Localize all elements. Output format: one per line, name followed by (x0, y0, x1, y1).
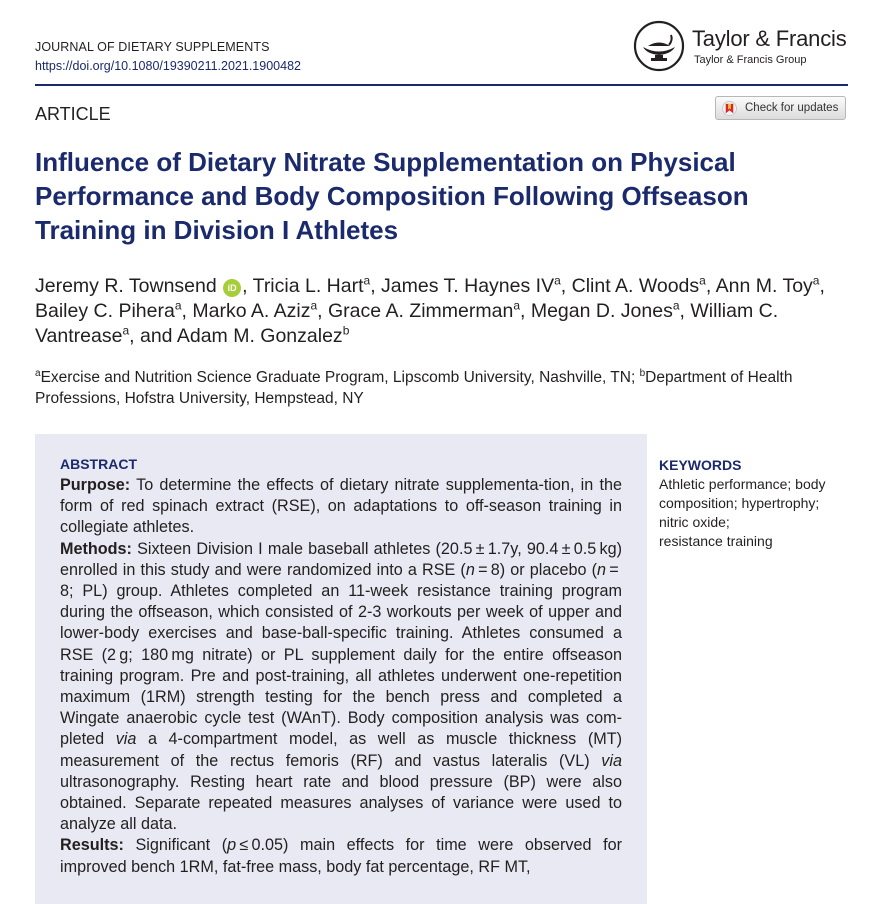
keyword-line: composition; hypertrophy; (659, 495, 820, 511)
methods-label: Methods: (60, 539, 132, 558)
author-name: Adam M. Gonzalez (176, 325, 343, 347)
keyword-line: Athletic performance; body (659, 476, 826, 492)
purpose-label: Purpose: (60, 476, 131, 494)
journal-name: JOURNAL OF DIETARY SUPPLEMENTS (35, 40, 270, 54)
author-list: Jeremy R. Townsend iD , Tricia L. Hart$^a$, James T. Haynes $IV^a$, Clint A. Woods$^a$, Ann M. Toy$^a$, Bailey C. Pihera$^a$, Marko A. Aziz$^a$, Grace A. Zimmerman$^a$, Megan D. Jones$^a$, William C. Vantrease$^a$, and Adam M. Gonzalez$^b$ (35, 273, 825, 347)
publisher-name: Taylor & Francis (692, 26, 847, 51)
author-name: Grace A. Zimmerman (328, 300, 514, 322)
taylor-francis-lamp-logo-icon (633, 20, 685, 72)
doi-link[interactable]: https://doi.org/10.1080/19390211.2021.1900482 (35, 59, 301, 73)
abstract-panel (35, 434, 647, 904)
keywords-heading: KEYWORDS (659, 457, 742, 473)
check-for-updates-button[interactable] (715, 96, 846, 120)
abstract-text: Purpose: To determine the effects of dietary nitrate supplementa-tion, in the form of red spinach extract (RSE), on adaptations to off-season training in collegiate athletes. Methods: Sixteen Division I male baseball athletes (20.5 ± 1.7y, 90.4 ± 0.5 kg) enrolled in this study and were randomized into a RSE (n = 8) or placebo (n = 8; PL) group. Athletes completed an 11-week resistance training program during the offseason, which consisted of 2-3 workouts per week of upper and lower-body exercises and base-ball-specific training. Athletes consumed a RSE (2 g; 180 mg nitrate) or PL supplement daily for the entire offseason training program. Pre and post-training, all athletes underwent one-repetition maximum (1RM) strength testing for the bench press and completed a Wingate anaerobic cycle test (WAnT). Body composition analysis was com-pleted via a 4-compartment model, as well as muscle thickness (MT) measurement of the rectus femoris (RF) and vastus lateralis (VL) via ultrasonography. Resting heart rate and blood pressure (BP) were also obtained. Separate repeated measures analyses of variance were used to analyze all data. Results: Significant (p ≤ 0.05) main effects for time were observed for improved bench 1RM, fat-free mass, body fat percentage, RF MT, (60, 476, 622, 876)
author-name: Clint A. Woods (571, 275, 700, 297)
author-name: Bailey C. Pihera (35, 300, 175, 322)
article-type: ARTICLE (35, 104, 111, 124)
keyword-line: resistance training (659, 533, 773, 549)
affiliation-a: Exercise and Nutrition Science Graduate Program, Lipscomb University, Nashville, TN; (40, 369, 640, 386)
keyword-line: nitric oxide; (659, 514, 730, 530)
affiliations: $^a$Exercise and Nutrition Science Graduate Program, Lipscomb University, Nashville, TN; $^b$Department of Health Professions, Hofstra University, Hempstead, NY (35, 367, 793, 407)
publisher-group: Taylor & Francis Group (694, 54, 807, 66)
journal-header (35, 38, 301, 76)
orcid-icon[interactable]: iD (223, 279, 241, 297)
author-name: William C. Vantrease (35, 300, 779, 347)
abstract-heading: ABSTRACT (60, 456, 137, 472)
author-name: Tricia L. Hart (252, 275, 364, 297)
author-name: Ann M. Toy (715, 275, 813, 297)
keywords-panel (659, 456, 849, 551)
author-name: Megan D. Jones (530, 300, 673, 322)
crossmark-icon (722, 101, 737, 116)
article-title: Influence of Dietary Nitrate Supplementation on Physical Performance and Body Composition Following Offseason Training in Division I Athletes (35, 147, 749, 245)
publisher-branding (633, 20, 863, 76)
affiliation-b: Department of Health Professions, Hofstra University, Hempstead, NY (35, 369, 793, 407)
author-name: Marko A. Aziz (192, 300, 311, 322)
check-for-updates-label: Check for updates (745, 102, 839, 114)
author-name: James T. Haynes IV (381, 275, 555, 297)
header-divider (35, 84, 848, 86)
author-name: Jeremy R. Townsend (35, 275, 217, 297)
results-label: Results: (60, 836, 124, 855)
